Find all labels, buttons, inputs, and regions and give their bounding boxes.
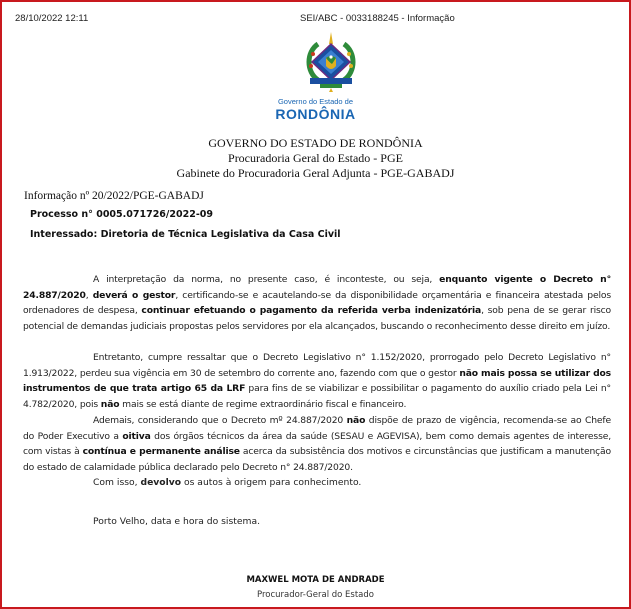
org-line-2: Procuradoria Geral do Estado - PGE <box>228 151 403 165</box>
paragraph-3 <box>23 413 611 475</box>
p2-text-2: para fins de se viabilizar e possibilitar o pagamento do auxílio criado pela Lei n° 4.782/2020, pois <box>23 383 611 410</box>
p1-text-4: , sob pena de se gerar risco potencial de demandas judiciais propostas pelos servidores por ela alcançados, buscando o reconhecimento desse direito em juízo. <box>23 305 611 332</box>
p1-text-1: A interpretação da norma, no presente caso, é inconteste, ou seja, <box>93 274 440 285</box>
p3-bold-2: oitiva <box>122 430 151 442</box>
p2-bold-1: não mais possa se utilizar dos instrumentos de que trata artigo 65 da LRF <box>23 367 611 395</box>
signatory-name: MAXWEL MOTA DE ANDRADE <box>246 575 385 585</box>
print-datetime: 28/10/2022 12:11 <box>15 13 89 24</box>
signatory-role: Procurador-Geral do Estado <box>257 590 374 600</box>
process-number: Processo n° 0005.071726/2022-09 <box>30 209 213 220</box>
logo-text-governo: Governo do Estado de <box>277 97 354 106</box>
info-number: Informação nº 20/2022/PGE-GABADJ <box>24 190 204 202</box>
p3-text-2: dispõe de prazo de vigência, recomenda-se ao Chefe do Poder Executivo a <box>23 415 611 442</box>
place-date-line: Porto Velho, data e hora do sistema. <box>93 516 261 527</box>
p3-bold-1: não <box>346 415 366 426</box>
p3-bold-3: contínua e permanente análise <box>82 446 240 458</box>
p2-text-3: mais se está diante de regime extraordinário fiscal e financeiro. <box>119 398 407 410</box>
p4-text-1: Com isso, <box>93 477 141 488</box>
p1-bold-3: continuar efetuando o pagamento da referida verba indenizatória <box>141 305 482 317</box>
p3-text-1: Ademais, considerando que o Decreto mº 24.887/2020 <box>93 415 347 426</box>
paragraph-1 <box>23 272 611 334</box>
p2-text-1: Entretanto, cumpre ressaltar que o Decreto Legislativo n° 1.152/2020, prorrogado pelo Decreto Legislativo n° 1.913/2022, perdeu sua vigência em 30 de setembro do corrente ano, fazendo com que o gestor <box>23 352 611 379</box>
coat-of-arms-icon <box>296 30 366 92</box>
paragraph-4 <box>93 477 361 488</box>
org-line-1: GOVERNO DO ESTADO DE RONDÔNIA <box>208 136 423 150</box>
logo-star-top <box>329 32 333 44</box>
paragraph-2 <box>23 350 611 412</box>
p1-text-2: , <box>85 289 93 301</box>
p4-bold-1: devolvo <box>140 477 182 488</box>
p2-bold-2: não <box>100 398 120 410</box>
p3-text-4: acerca da subsistência dos motivos e circunstâncias que justificam a manutenção do estado de calamidade pública declarado pelo Decreto n° 24.887/2020. <box>23 446 611 473</box>
org-line-3: Gabinete do Procuradoria Geral Adjunta - PGE-GABADJ <box>176 166 455 180</box>
p1-text-3: , certificando-se e acautelando-se da disponibilidade orçamentária e financeira atestada pelos ordenadores de despesa, <box>23 289 612 317</box>
interested-party: Interessado: Diretoria de Técnica Legislativa da Casa Civil <box>30 229 341 240</box>
p1-bold-1: enquanto vigente o Decreto n° 24.887/2020 <box>23 274 612 301</box>
logo-ribbon <box>310 78 352 84</box>
p3-text-3: dos órgãos técnicos da área da saúde (SESAU e AGEVISA), bem como demais agentes de interesse, com vistas à <box>23 430 611 458</box>
p4-text-2: os autos à origem para conhecimento. <box>181 477 362 488</box>
print-doc-title: SEI/ABC - 0033188245 - Informação <box>300 13 455 24</box>
logo-text-rondonia: RONDÔNIA <box>275 106 356 122</box>
p1-bold-2: deverá o gestor <box>92 289 176 301</box>
